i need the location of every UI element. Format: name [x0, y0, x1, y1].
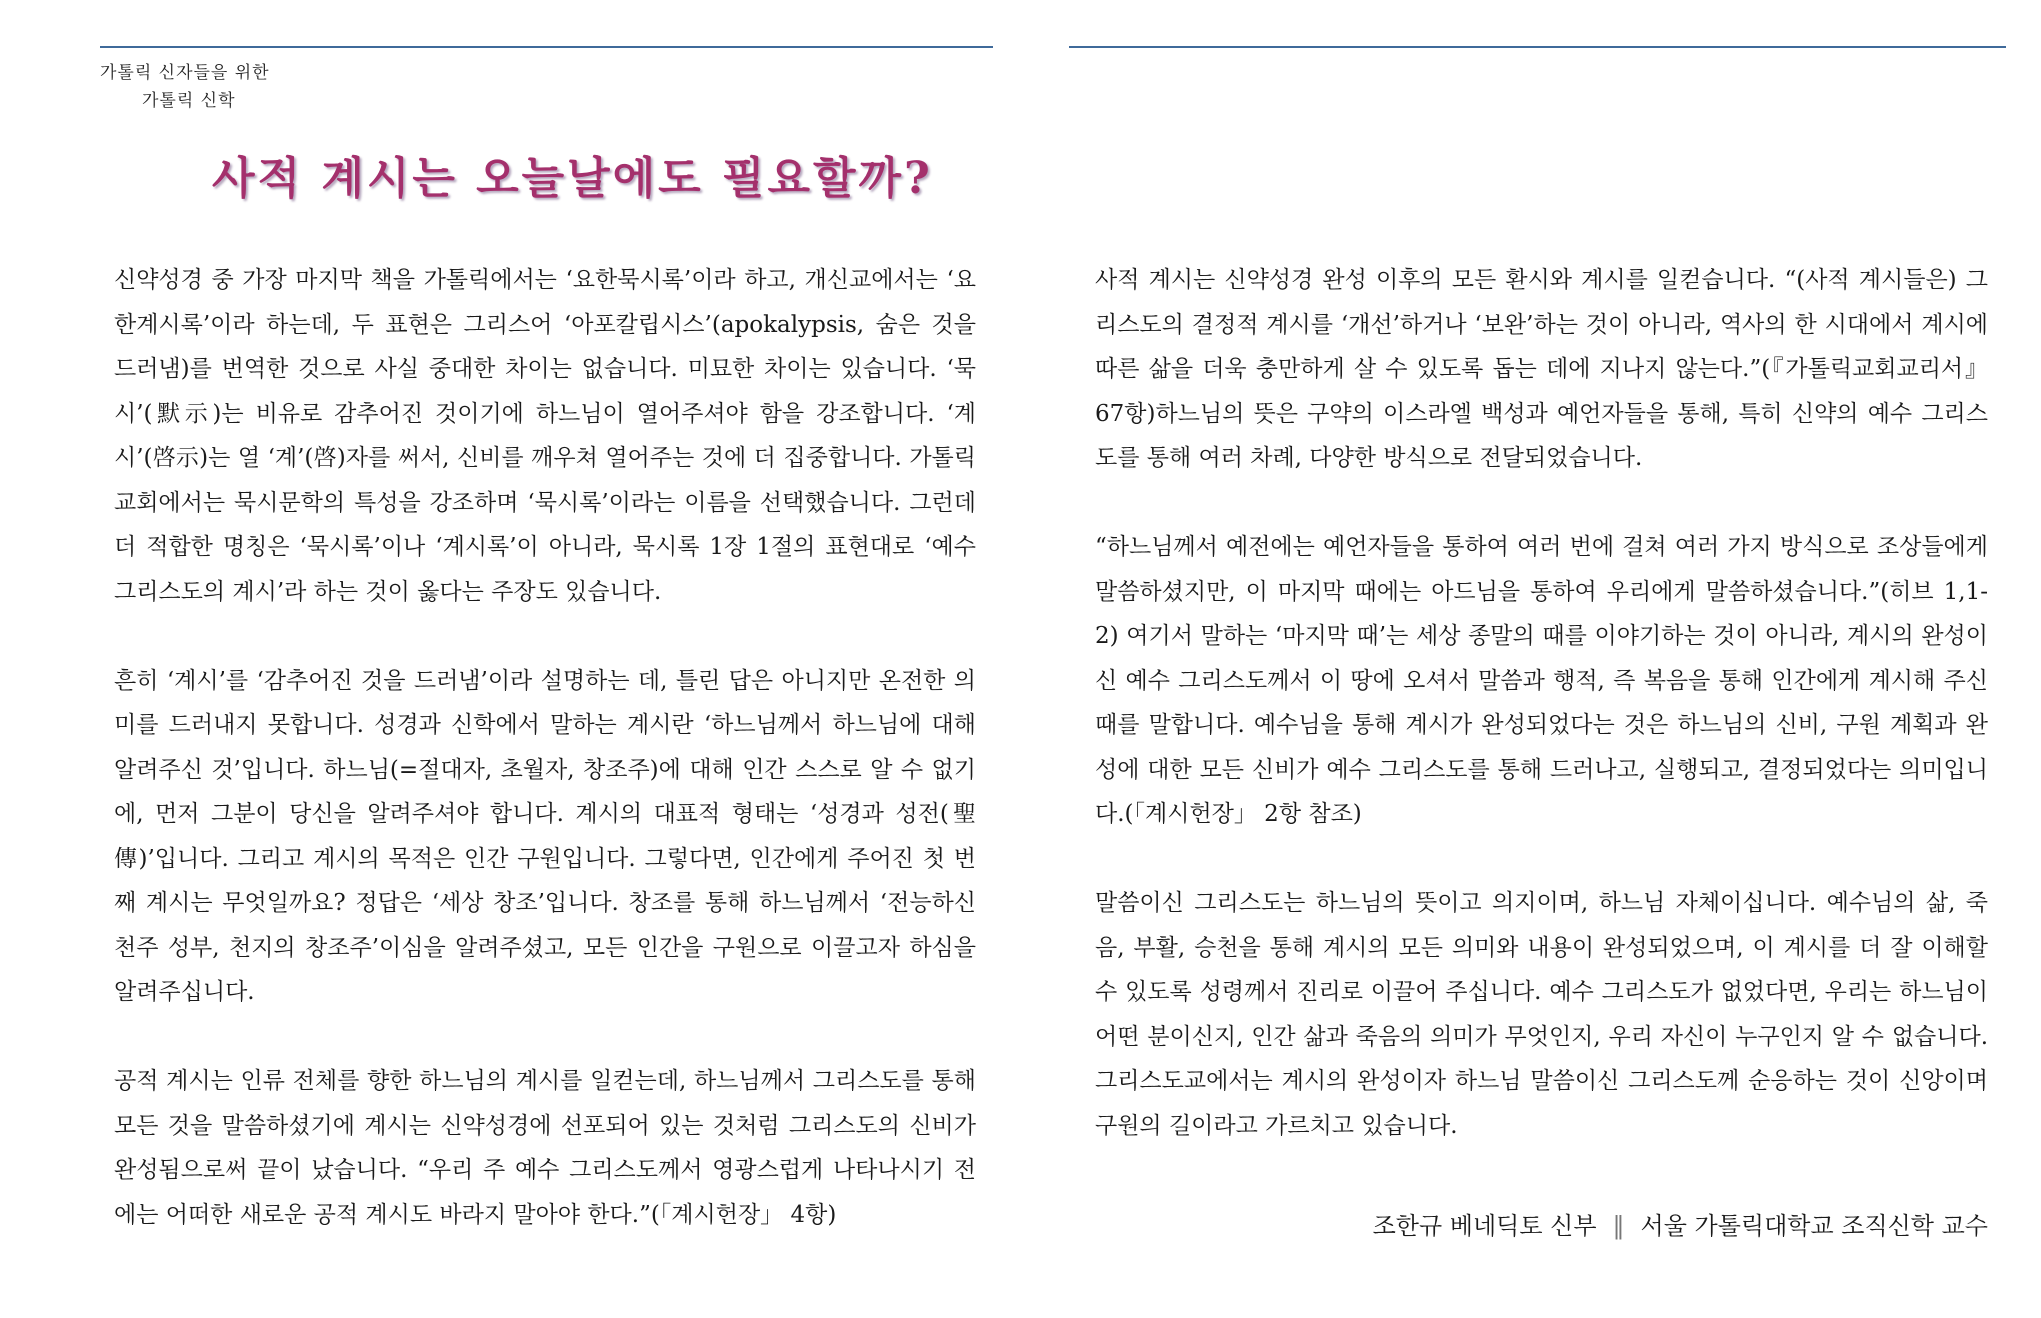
header-rule-left: [100, 46, 993, 48]
header-rule-right: [1069, 46, 2006, 48]
right-column: [1095, 258, 1988, 1148]
paragraph: 사적 계시는 신약성경 완성 이후의 모든 환시와 계시를 일컫습니다. “(사적 계시들은) 그리스도의 결정적 계시를 ‘개선’하거나 ‘보완’하는 것이 아니라, 역사의 한 시대에서 계시에 따른 삶을 더욱 충만하게 살 수 있도록 돕는 데에 지나지 않는다.”(『가톨릭교회교리서』 67항)하느님의 뜻은 구약의 이스라엘 백성과 예언자들을 통해, 특히 신약의 예수 그리스도를 통해 여러 차례, 다양한 방식으로 전달되었습니다.: [1095, 267, 1988, 471]
series-label: 가톨릭 신자들을 위한: [100, 63, 270, 83]
paragraph: 흔히 ‘계시’를 ‘감추어진 것을 드러냄’이라 설명하는 데, 틀린 답은 아니지만 온전한 의미를 드러내지 못합니다. 성경과 신학에서 말하는 계시란 ‘하느님께서 하느님에 대해 알려주신 것’입니다. 하느님(=절대자, 초월자, 창조주)에 대해 인간 스스로 알 수 없기에, 먼저 그분이 당신을 알려주셔야 합니다. 계시의 대표적 형태는 ‘성경과 성전(聖傳)’입니다. 그리고 계시의 목적은 인간 구원입니다. 그렇다면, 인간에게 주어진 첫 번째 계시는 무엇일까요? 정답은 ‘세상 창조’입니다. 창조를 통해 하느님께서 ‘전능하신 천주 성부, 천지의 창조주’이심을 알려주셨고, 모든 인간을 구원으로 이끌고자 하심을 알려주십니다.: [114, 667, 976, 1005]
author-byline: [1373, 1206, 1988, 1241]
paragraph: “하느님께서 예전에는 예언자들을 통하여 여러 번에 걸쳐 여러 가지 방식으로 조상들에게 말씀하셨지만, 이 마지막 때에는 아드님을 통하여 우리에게 말씀하셨습니다.”(히브 1,1-2) 여기서 말하는 ‘마지막 때’는 세상 종말의 때를 이야기하는 것이 아니라, 계시의 완성이신 예수 그리스도께서 이 땅에 오셔서 말씀과 행적, 즉 복음을 통해 인간에게 계시해 주신 때를 말합니다. 예수님을 통해 계시가 완성되었다는 것은 하느님의 신비, 구원 계획과 완성에 대한 모든 신비가 예수 그리스도를 통해 드러나고, 실행되고, 결정되었다는 의미입니다.(「계시헌장」 2항 참조): [1095, 534, 1988, 827]
left-column: [114, 258, 976, 1237]
article-title: 사적 계시는 오늘날에도 필요할까?: [212, 153, 933, 204]
series-subtitle: 가톨릭 신학: [142, 91, 236, 111]
paragraph: 공적 계시는 인류 전체를 향한 하느님의 계시를 일컫는데, 하느님께서 그리스도를 통해 모든 것을 말씀하셨기에 계시는 신약성경에 선포되어 있는 것처럼 그리스도의 신비가 완성됨으로써 끝이 났습니다. “우리 주 예수 그리스도께서 영광스럽게 나타나시기 전에는 어떠한 새로운 공적 계시도 바라지 말아야 한다.”(「계시헌장」 4항): [114, 1068, 976, 1228]
author-name: 조한규 베네딕토 신부: [1372, 1212, 1597, 1240]
paragraph: 신약성경 중 가장 마지막 책을 가톨릭에서는 ‘요한묵시록’이라 하고, 개신교에서는 ‘요한계시록’이라 하는데, 두 표현은 그리스어 ‘아포칼립시스’(apokalypsis, 숨은 것을 드러냄)를 번역한 것으로 사실 중대한 차이는 없습니다. 미묘한 차이는 있습니다. ‘묵시’(默示)는 비유로 감추어진 것이기에 하느님이 열어주셔야 함을 강조합니다. ‘계시’(啓示)는 열 ‘계’(啓)자를 써서, 신비를 깨우쳐 열어주는 것에 더 집중합니다. 가톨릭교회에서는 묵시문학의 특성을 강조하며 ‘묵시록’이라는 이름을 선택했습니다. 그런데 더 적합한 명칭은 ‘묵시록’이나 ‘계시록’이 아니라, 묵시록 1장 1절의 표현대로 ‘예수 그리스도의 계시’라 하는 것이 옳다는 주장도 있습니다.: [114, 267, 976, 605]
paragraph: 말씀이신 그리스도는 하느님의 뜻이고 의지이며, 하느님 자체이십니다. 예수님의 삶, 죽음, 부활, 승천을 통해 계시의 모든 의미와 내용이 완성되었으며, 이 계시를 더 잘 이해할 수 있도록 성령께서 진리로 이끌어 주십니다. 예수 그리스도가 없었다면, 우리는 하느님이 어떤 분이신지, 인간 삶과 죽음의 의미가 무엇인지, 우리 자신이 누구인지 알 수 없습니다. 그리스도교에서는 계시의 완성이자 하느님 말씀이신 그리스도께 순응하는 것이 신앙이며 구원의 길이라고 가르치고 있습니다.: [1095, 890, 1988, 1139]
author-affiliation: 서울 가톨릭대학교 조직신학 교수: [1640, 1212, 1988, 1240]
byline-separator: ‖: [1612, 1212, 1625, 1240]
